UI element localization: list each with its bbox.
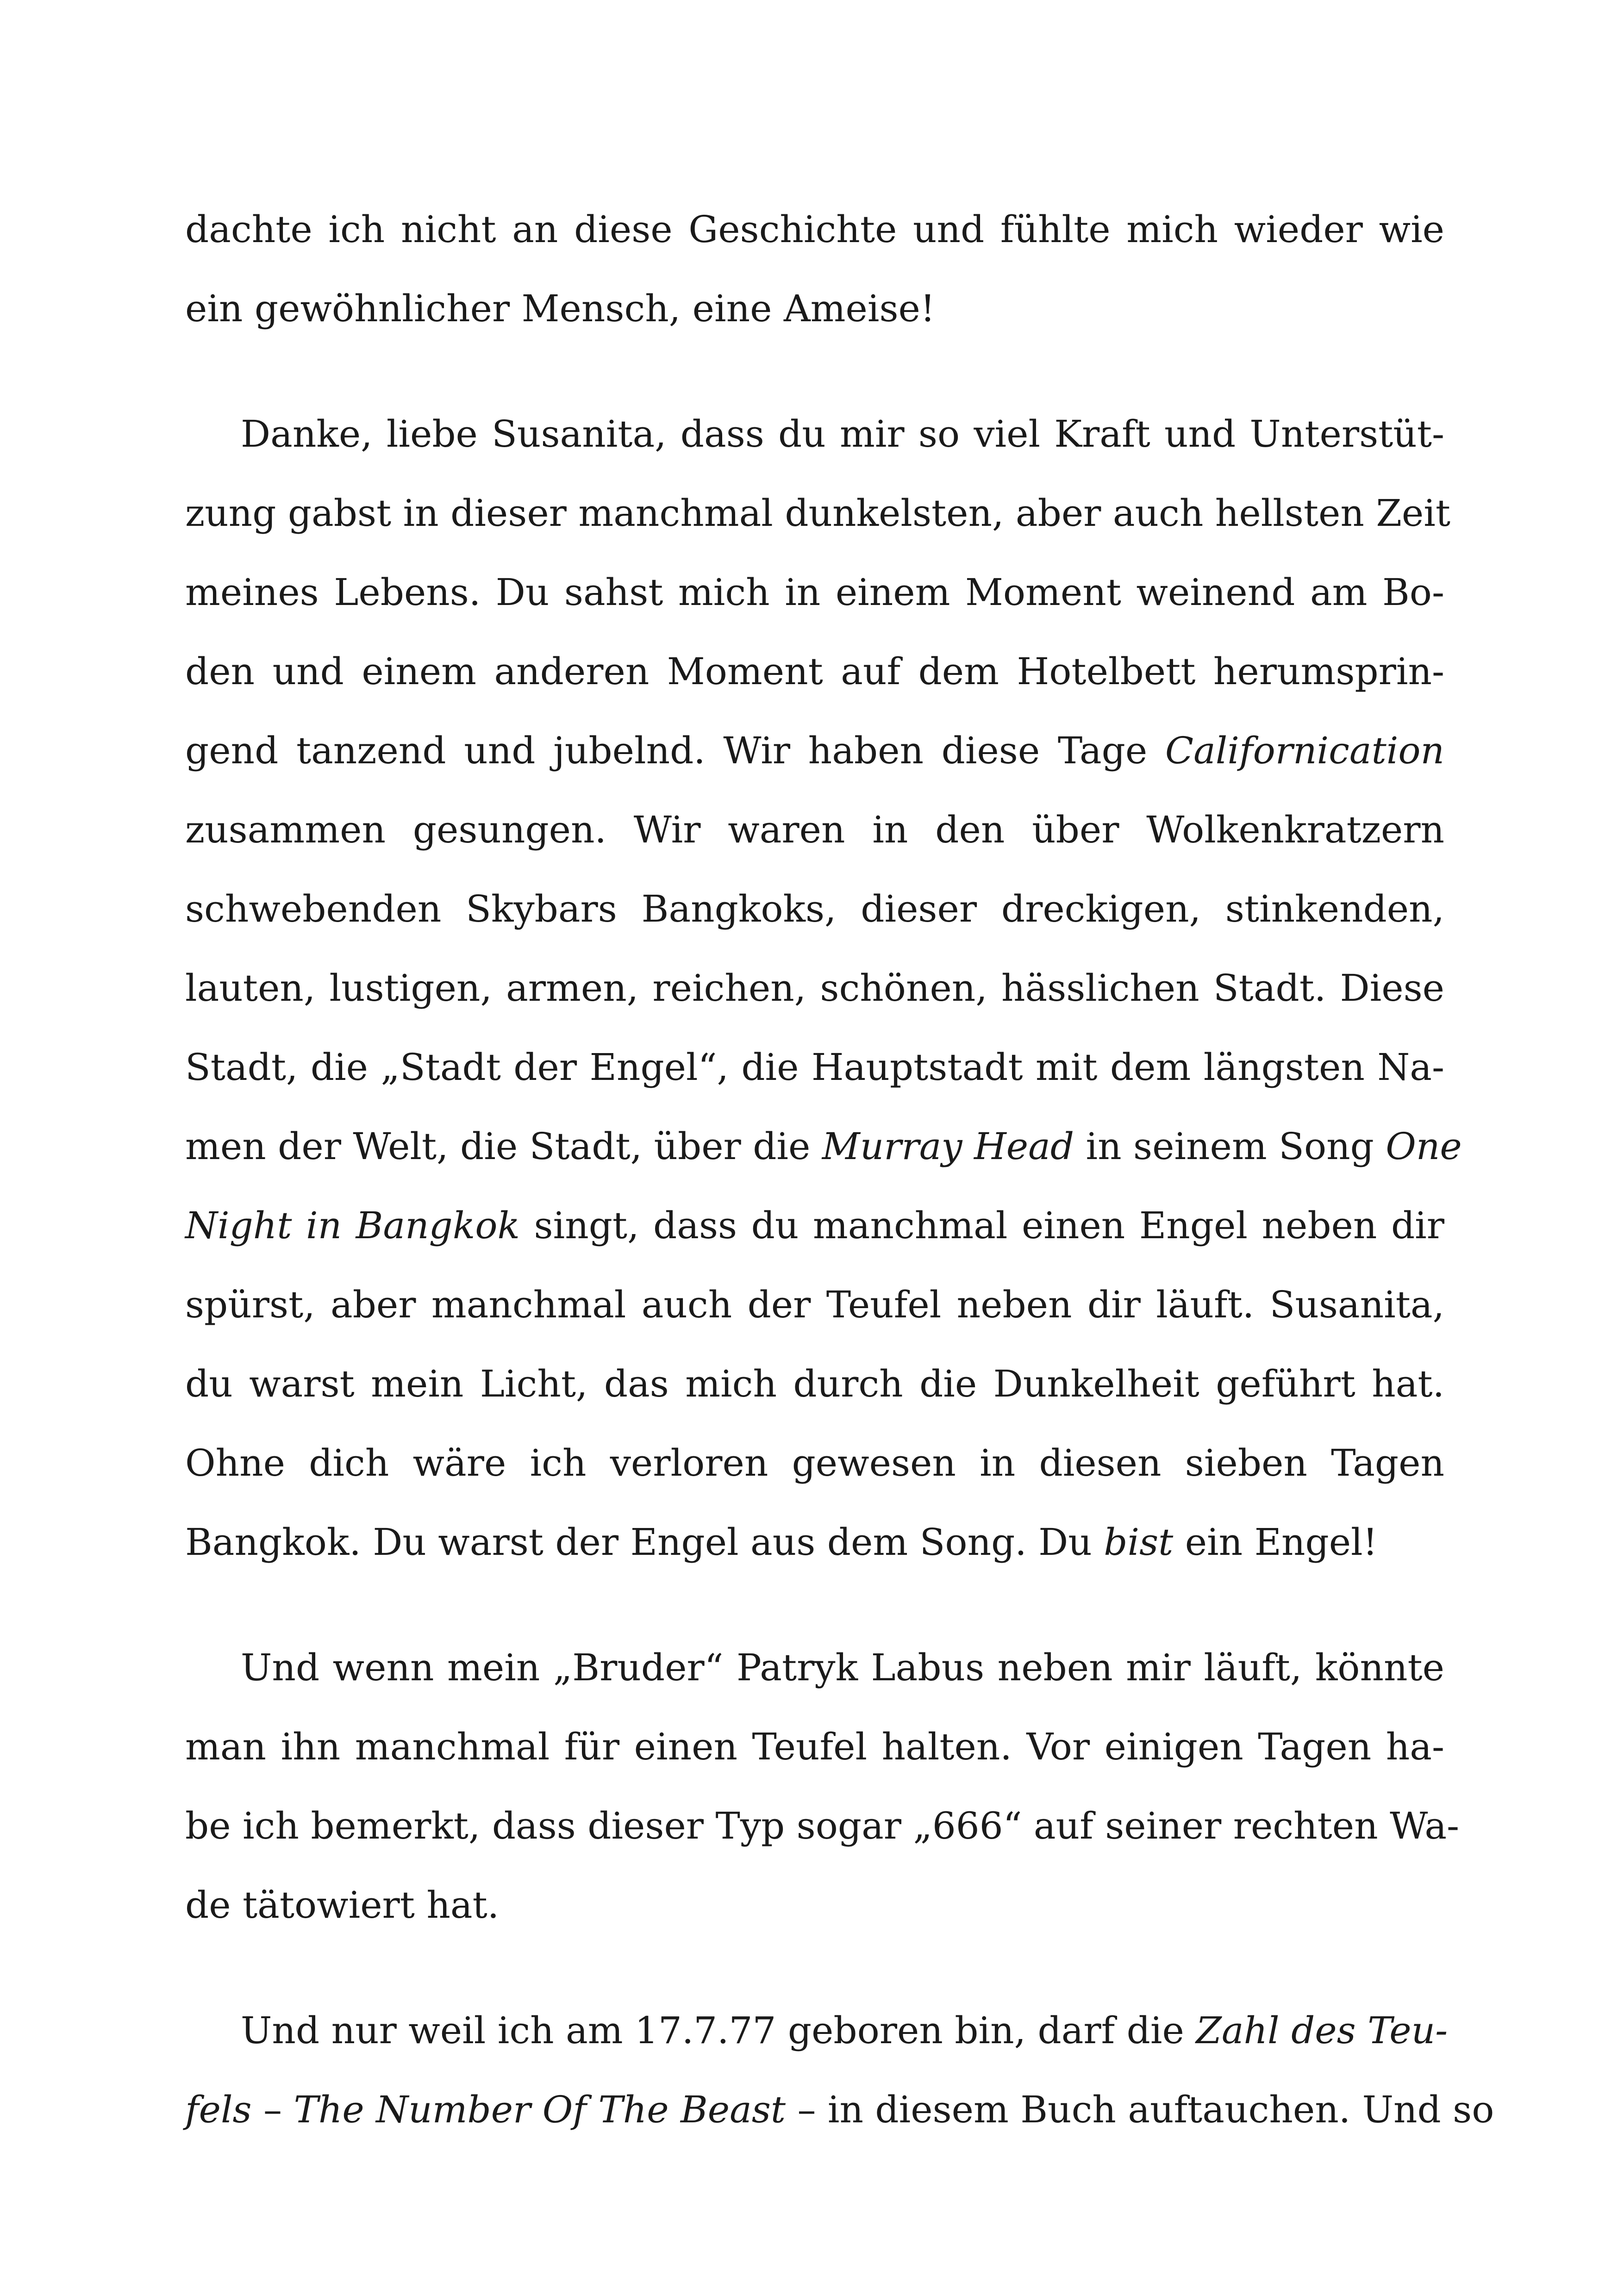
text-line [185, 948, 1444, 1028]
text-segment: Bangkok. Du warst der Engel aus dem Song. Du [185, 1521, 1104, 1564]
italic-text: The Number Of The Beast [294, 2088, 786, 2131]
text-line [185, 1028, 1444, 1107]
text-line [185, 1991, 1448, 2070]
text-segment: men der Welt, die Stadt, über die [185, 1125, 822, 1168]
paragraph-p2 [185, 394, 1462, 1582]
text-segment: du warst mein Licht, das mich durch die Dunkelheit geführt hat. [185, 1362, 1444, 1405]
text-line [185, 474, 1451, 553]
text-segment: ein Engel! [1173, 1521, 1378, 1564]
text-line [185, 1628, 1444, 1707]
italic-text: Murray Head [822, 1125, 1074, 1168]
text-line [185, 394, 1444, 474]
text-line [185, 190, 1444, 269]
page-body [185, 190, 1494, 2149]
text-segment: be ich bemerkt, dass dieser Typ sogar „666“ auf seiner rechten Wa- [185, 1804, 1460, 1847]
italic-text: bist [1104, 1521, 1174, 1564]
text-segment: Und wenn mein „Bruder“ Patryk Labus neben mir läuft, könnte [241, 1646, 1444, 1689]
text-line [185, 2070, 1494, 2149]
text-line [185, 869, 1444, 948]
text-line [185, 1344, 1444, 1423]
italic-text: Zahl des Teu- [1196, 2009, 1448, 2052]
text-segment: schwebenden Skybars Bangkoks, dieser dreckigen, stinkenden, [185, 887, 1444, 930]
text-line [185, 632, 1444, 711]
italic-text: fels [185, 2088, 252, 2131]
paragraph-p4 [185, 1991, 1494, 2149]
text-segment: dachte ich nicht an diese Geschichte und fühlte mich wieder wie [185, 208, 1444, 251]
text-segment: Ohne dich wäre ich verloren gewesen in diesen sieben Tagen [185, 1441, 1444, 1484]
text-segment: zung gabst in dieser manchmal dunkelsten, aber auch hellsten Zeit [185, 492, 1451, 535]
text-segment: Und nur weil ich am 17.7.77 geboren bin, darf die [241, 2009, 1196, 2052]
text-segment: Danke, liebe Susanita, dass du mir so viel Kraft und Unterstüt- [241, 412, 1444, 455]
text-segment: ein gewöhnlicher Mensch, eine Ameise! [185, 287, 935, 330]
paragraph-p1 [185, 190, 1444, 348]
paragraph-p3 [185, 1628, 1460, 1945]
text-line [185, 711, 1444, 790]
text-line [185, 1107, 1462, 1186]
text-segment: man ihn manchmal für einen Teufel halten. Vor einigen Tagen ha- [185, 1725, 1444, 1768]
text-line [185, 1707, 1444, 1786]
text-line [185, 1265, 1444, 1344]
text-line [185, 1423, 1444, 1503]
text-segment: zusammen gesungen. Wir waren in den über Wolkenkratzern [185, 808, 1444, 851]
text-segment: Stadt, die „Stadt der Engel“, die Hauptstadt mit dem längsten Na- [185, 1046, 1444, 1089]
text-segment: den und einem anderen Moment auf dem Hotelbett herumsprin- [185, 650, 1444, 693]
text-segment: de tätowiert hat. [185, 1883, 500, 1927]
text-segment: – [251, 2088, 294, 2131]
text-line [185, 790, 1444, 869]
text-segment: meines Lebens. Du sahst mich in einem Moment weinend am Bo- [185, 571, 1444, 614]
italic-text: Night in Bangkok [185, 1204, 520, 1247]
text-segment: gend tanzend und jubelnd. Wir haben diese Tage [185, 729, 1165, 772]
text-segment: lauten, lustigen, armen, reichen, schönen, hässlichen Stadt. Diese [185, 967, 1444, 1010]
text-line [185, 553, 1444, 632]
text-segment: spürst, aber manchmal auch der Teufel neben dir läuft. Susanita, [185, 1283, 1444, 1326]
text-segment: – in diesem Buch auftauchen. Und so [786, 2088, 1494, 2131]
text-segment: in seinem Song [1074, 1125, 1386, 1168]
text-line [185, 269, 1444, 348]
text-segment: singt, dass du manchmal einen Engel neben dir [520, 1204, 1444, 1247]
text-line [185, 1865, 1444, 1945]
italic-text: One [1386, 1125, 1462, 1168]
italic-text: Californication [1165, 729, 1444, 772]
text-line [185, 1786, 1460, 1865]
text-line [185, 1186, 1444, 1265]
text-line [185, 1503, 1444, 1582]
